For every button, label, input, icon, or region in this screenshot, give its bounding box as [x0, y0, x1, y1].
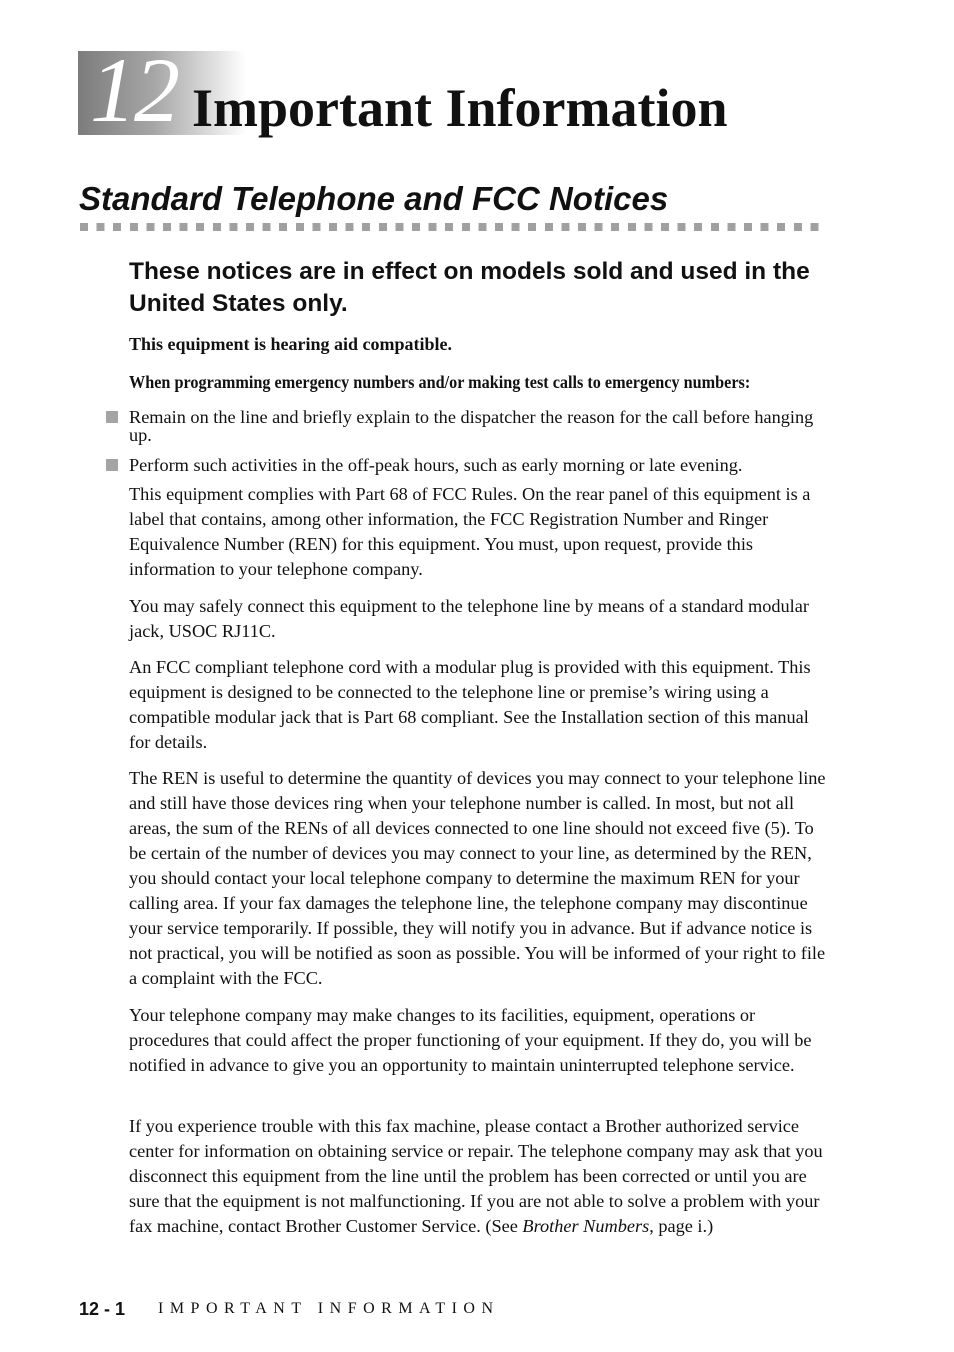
- emergency-intro: When programming emergency numbers and/or making test calls to emergency numbers:: [129, 372, 751, 392]
- bullet-square-icon: [106, 459, 118, 471]
- paragraph-fcc-part68: This equipment complies with Part 68 of FCC Rules. On the rear panel of this equipment is a label that contains, among other information, the FCC Registration Number and Ringer Equivalence Number (REN) for this equipment. You must, upon request, provide this information to your telephone company.: [129, 484, 811, 579]
- paragraph-trouble-text: If you experience trouble with this fax machine, please contact a Brother authorized service center for information on obtaining service or repair. The telephone company may ask that you disconnect this equipment from the line until the problem has been corrected or until you are sure that the equipment is not malfunctioning. If you are not able to solve a problem with your fax machine, contact Brother Customer Service. (See: [129, 1116, 823, 1236]
- footer-running-title: IMPORTANT INFORMATION: [158, 1300, 500, 1317]
- subheading: These notices are in effect on models sold and used in the United States only.: [129, 258, 810, 317]
- paragraph-ren: The REN is useful to determine the quantity of devices you may connect to your telephone line and still have those devices ring when your telephone number is called. In most, but not all areas, the sum of the RENs of all devices connected to one line should not exceed five (5). To be certain of the number of devices you may connect to your line, as determined by the REN, you should contact your local telephone company to determine the maximum REN for your calling area. If your fax damages the telephone line, the telephone company may discontinue your service temporarily. If possible, they will notify you in advance. But if advance notice is not practical, you will be notified as soon as possible. You will be informed of your right to file a complaint with the FCC.: [129, 768, 826, 988]
- chapter-title: Important Information: [192, 78, 728, 138]
- footer-page-number: 12 - 1: [79, 1299, 126, 1319]
- bullet-item: Remain on the line and briefly explain to the dispatcher the reason for the call before hanging up.: [129, 407, 814, 445]
- brother-numbers-reference: Brother Numbers: [522, 1216, 650, 1236]
- hearing-aid-note: This equipment is hearing aid compatible.: [129, 334, 453, 354]
- dotted-divider: [80, 223, 825, 231]
- paragraph-telephone-cord: An FCC compliant telephone cord with a modular plug is provided with this equipment. This equipment is designed to be connected to the telephone line or premise’s wiring using a compatible modular jack that is Part 68 compliant. See the Installation section of this manual for details.: [129, 657, 811, 752]
- chapter-number: 12: [90, 39, 178, 141]
- paragraph-trouble-tail: , page i.): [649, 1216, 714, 1236]
- paragraph-modular-jack: You may safely connect this equipment to the telephone line by means of a standard modular jack, USOC RJ11C.: [129, 596, 809, 641]
- bullet-square-icon: [106, 411, 118, 423]
- paragraph-company-changes: Your telephone company may make changes to its facilities, equipment, operations or procedures that could affect the proper functioning of your equipment. If they do, you will be notified in advance to give you an opportunity to maintain uninterrupted telephone service.: [129, 1005, 812, 1075]
- section-title: Standard Telephone and FCC Notices: [79, 180, 669, 217]
- paragraph-trouble: [129, 1114, 829, 1239]
- bullet-item: Perform such activities in the off-peak hours, such as early morning or late evening.: [129, 455, 743, 475]
